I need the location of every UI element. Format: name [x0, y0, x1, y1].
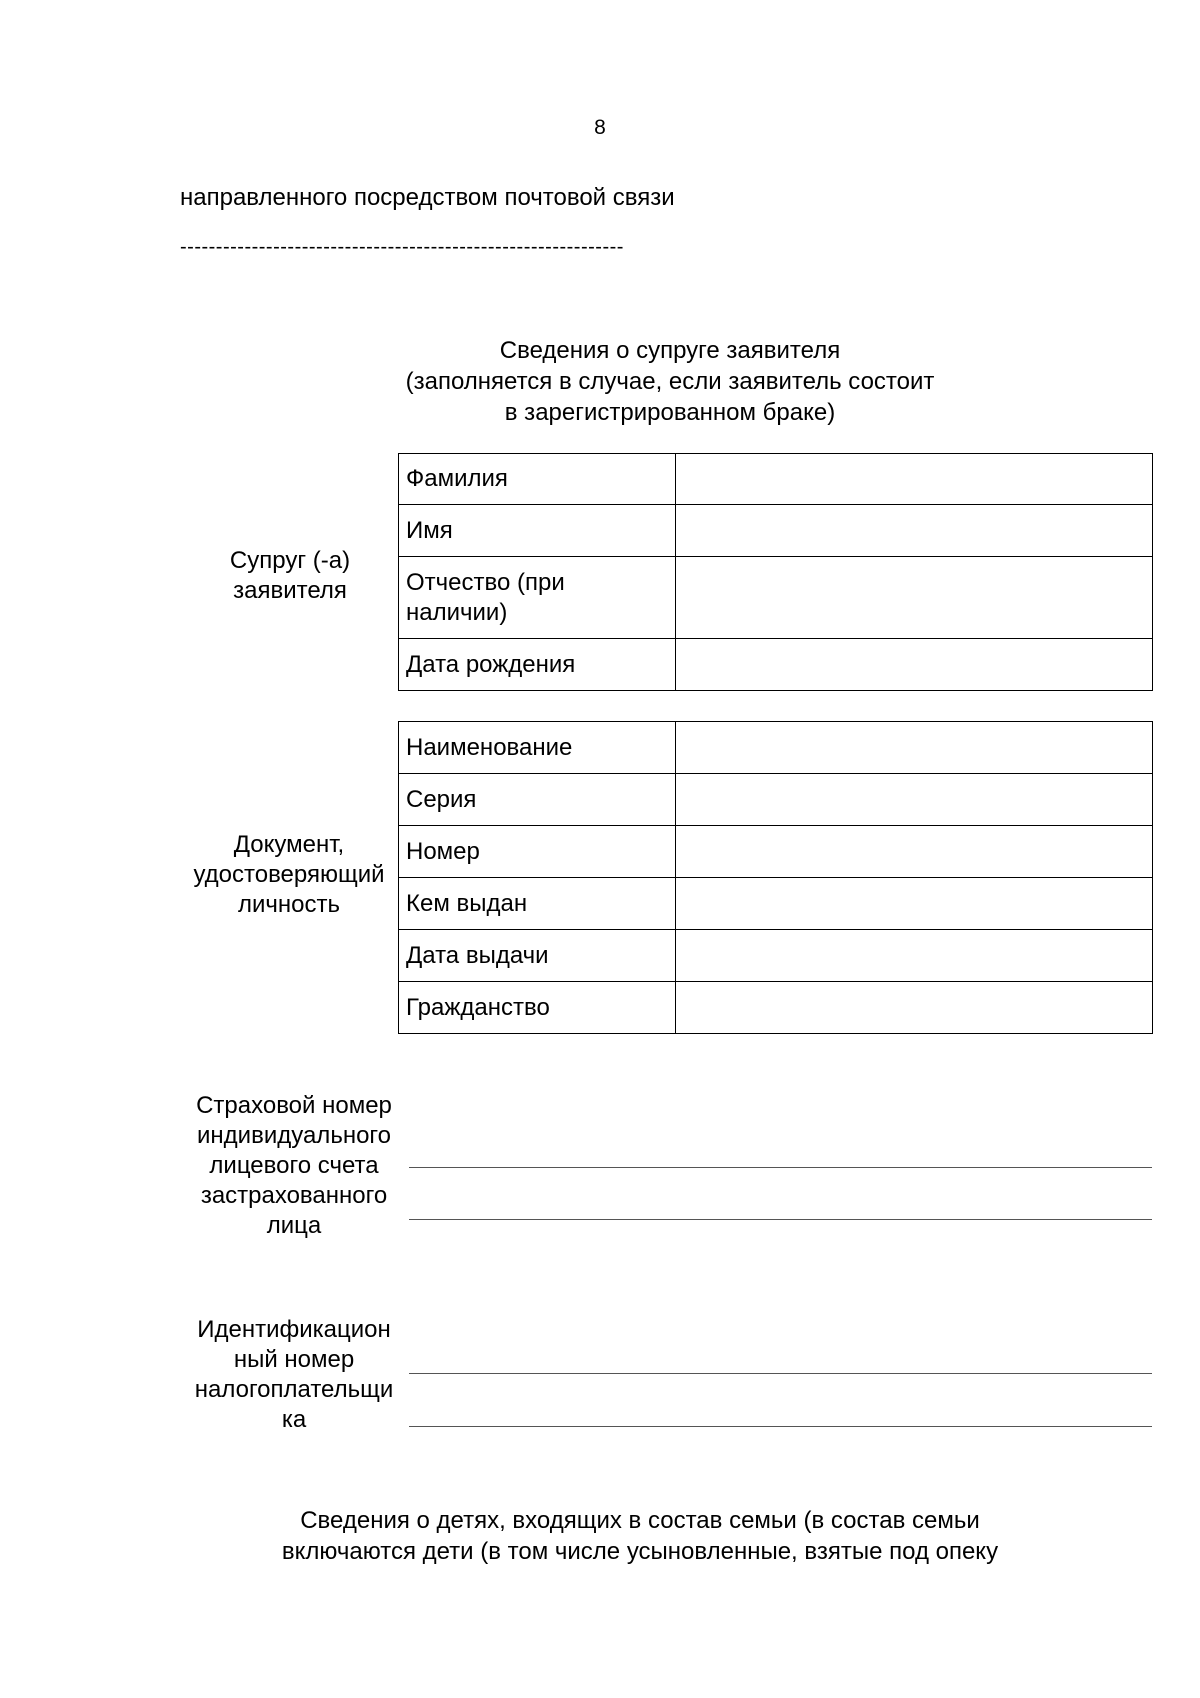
doc-number-field[interactable] [676, 826, 1153, 878]
id-document-table [398, 721, 1153, 1034]
spouse-surname-label: Фамилия [399, 454, 676, 505]
spouse-name-label: Имя [399, 505, 676, 557]
spouse-patronymic-label: Отчество (при наличии) [399, 557, 676, 639]
children-section-heading [240, 1505, 1040, 1567]
children-heading-line1: Сведения о детях, входящих в состав семьи (в состав семьи [300, 1507, 980, 1534]
spouse-heading-line2: (заполняется в случае, если заявитель состоит [405, 368, 935, 395]
table-row [399, 722, 1153, 774]
children-heading-line2: включаются дети (в том числе усыновленные, взятые под опеку [281, 1538, 999, 1565]
snils-label-line2: индивидуального [197, 1122, 391, 1149]
spouse-heading-line1: Сведения о супруге заявителя [499, 337, 841, 364]
spouse-heading-line3: в зарегистрированном браке) [504, 399, 836, 426]
spouse-name-field[interactable] [676, 505, 1153, 557]
snils-input-line-1[interactable] [409, 1167, 1152, 1168]
table-row [399, 454, 1153, 505]
spouse-patronymic-field[interactable] [676, 557, 1153, 639]
id-document-label [178, 830, 400, 920]
id-document-label-line3: личность [237, 891, 340, 918]
doc-issuer-field[interactable] [676, 878, 1153, 930]
inn-label-line1: Идентификацион [197, 1316, 391, 1343]
doc-type-label: Наименование [399, 722, 676, 774]
table-row [399, 930, 1153, 982]
snils-label-line1: Страховой номер [196, 1092, 392, 1119]
separator-line: -------------------------------------------------------------- [180, 236, 624, 258]
table-row [399, 505, 1153, 557]
inn-input-line-1[interactable] [409, 1373, 1152, 1374]
snils-label [178, 1091, 410, 1241]
page-number: 8 [594, 116, 606, 139]
inn-label-line2: ный номер [233, 1346, 355, 1373]
doc-issuer-label: Кем выдан [399, 878, 676, 930]
table-row [399, 982, 1153, 1034]
doc-series-label: Серия [399, 774, 676, 826]
spouse-label-line1: Супруг (-а) [229, 547, 351, 574]
snils-label-line4: застрахованного [200, 1182, 388, 1209]
doc-issue-date-label: Дата выдачи [399, 930, 676, 982]
doc-citizenship-label: Гражданство [399, 982, 676, 1034]
inn-label [178, 1315, 410, 1435]
doc-citizenship-field[interactable] [676, 982, 1153, 1034]
doc-number-label: Номер [399, 826, 676, 878]
intro-line: направленного посредством почтовой связи [180, 184, 675, 211]
doc-issue-date-field[interactable] [676, 930, 1153, 982]
snils-label-line5: лица [266, 1212, 322, 1239]
inn-label-line4: ка [281, 1406, 307, 1433]
inn-label-line3: налогоплательщи [194, 1376, 394, 1403]
spouse-section-heading [340, 335, 1000, 428]
spouse-label [205, 546, 375, 606]
spouse-table [398, 453, 1153, 691]
table-row [399, 774, 1153, 826]
table-row [399, 557, 1153, 639]
inn-input-line-2[interactable] [409, 1426, 1152, 1427]
snils-input-line-2[interactable] [409, 1219, 1152, 1220]
doc-series-field[interactable] [676, 774, 1153, 826]
spouse-birthdate-label: Дата рождения [399, 639, 676, 691]
spouse-surname-field[interactable] [676, 454, 1153, 505]
snils-label-line3: лицевого счета [209, 1152, 379, 1179]
id-document-label-line1: Документ, [233, 831, 345, 858]
table-row [399, 878, 1153, 930]
spouse-label-line2: заявителя [233, 577, 347, 604]
id-document-label-line2: удостоверяющий [193, 861, 385, 888]
doc-type-field[interactable] [676, 722, 1153, 774]
table-row [399, 639, 1153, 691]
spouse-birthdate-field[interactable] [676, 639, 1153, 691]
table-row [399, 826, 1153, 878]
